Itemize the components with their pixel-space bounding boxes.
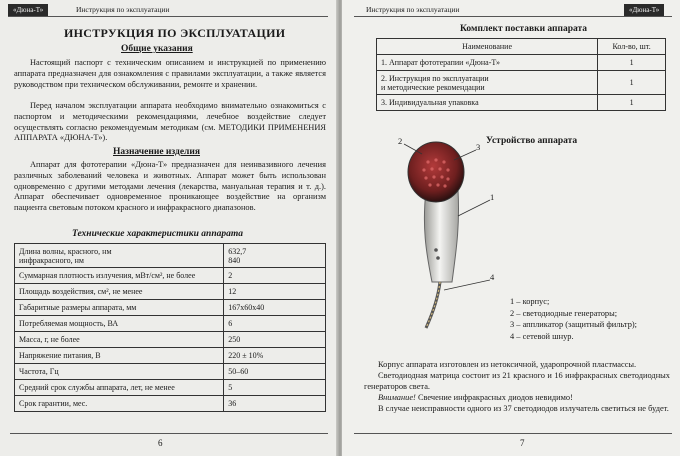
spec-value: 2 — [224, 268, 326, 284]
spec-name: Масса, г, не более — [15, 332, 224, 348]
header-rule — [354, 16, 672, 17]
device-body — [424, 190, 458, 282]
kit-table — [376, 38, 666, 111]
column-header: Наименование — [377, 39, 598, 55]
table-row — [377, 71, 666, 95]
spec-name: Напряжение питания, В — [15, 348, 224, 364]
table-row — [15, 380, 326, 396]
purpose-paragraph: Аппарат для фототерапии «Дюна-Т» предназначен для неинвазивного лечения различных заболеваний человека и животных. Аппарат может быть использован одновременно с другими методами лечения (лекарства, мануальная терапия и т. д.). Аппарат обеспечивает одновременное проникающее воздействие на организм пациента световым потоком красного и инфракрасного диапазонов. — [14, 160, 326, 213]
kit-item-qty: 1 — [598, 95, 666, 111]
spec-name: Длина волны, красного, нм инфракрасного, нм — [15, 244, 224, 268]
attention-text: Свечение инфракрасных диодов невидимо! — [415, 393, 573, 402]
legend-item: 3 – аппликатор (защитный фильтр); — [510, 320, 637, 329]
callout-number: 1 — [490, 192, 495, 202]
legend-item: 4 – сетевой шнур. — [510, 331, 574, 341]
left-page — [0, 0, 338, 456]
device-legend — [510, 296, 637, 342]
power-cord — [426, 282, 440, 328]
table-row — [15, 348, 326, 364]
body-paragraph-1: Корпус аппарата изготовлен из нетоксичной, ударопрочной пластмассы. — [378, 360, 637, 369]
left-page-header — [8, 4, 328, 16]
table-row — [377, 95, 666, 111]
table-header-row — [377, 39, 666, 55]
kit-heading: Комплект поставки аппарата — [460, 24, 588, 34]
header-title: Инструкция по эксплуатации — [366, 5, 460, 14]
callout-number: 2 — [398, 136, 403, 146]
kit-item-name: 2. Инструкция по эксплуатации и методические рекомендации — [377, 71, 598, 95]
table-row — [15, 396, 326, 412]
indicator-dot-icon — [436, 256, 440, 260]
spec-value: 50–60 — [224, 364, 326, 380]
table-row — [15, 364, 326, 380]
device-heading: Устройство аппарата — [486, 136, 578, 146]
callout-number: 3 — [476, 142, 481, 152]
table-row — [15, 284, 326, 300]
indicator-dot-icon — [434, 248, 438, 252]
footer-rule — [10, 433, 328, 434]
table-row — [15, 332, 326, 348]
table-row — [15, 268, 326, 284]
right-page-header — [354, 4, 672, 16]
general-paragraph-1: Настоящий паспорт с техническим описанием и инструкцией по применению аппарата предназначен для ознакомления с правилами эксплуатации, а также является руководством при техническом обслуживании, ремонте и хранении. — [14, 58, 326, 89]
header-title: Инструкция по эксплуатации — [76, 5, 170, 14]
body-paragraph-3: В случае неисправности одного из 37 светодиодов излучатель светиться не будет. — [378, 404, 669, 413]
spec-value: 36 — [224, 396, 326, 412]
specs-table — [14, 243, 326, 412]
spec-value: 6 — [224, 316, 326, 332]
device-illustration — [382, 132, 502, 332]
footer-rule — [354, 433, 672, 434]
attention-paragraph — [364, 393, 670, 404]
spec-name: Площадь воздействия, см², не менее — [15, 284, 224, 300]
header-rule — [8, 16, 328, 17]
spec-name: Срок гарантии, мес. — [15, 396, 224, 412]
spec-value: 250 — [224, 332, 326, 348]
specs-heading: Технические характеристики аппарата — [72, 229, 243, 239]
spec-value: 632,7 840 — [224, 244, 326, 268]
header-brand-tag: «Дюна-Т» — [624, 4, 664, 16]
page-number: 7 — [520, 438, 525, 448]
page-number: 6 — [158, 438, 163, 448]
column-header: Кол-во, шт. — [598, 39, 666, 55]
spec-value: 167x60x40 — [224, 300, 326, 316]
table-row — [15, 244, 326, 268]
spec-value: 12 — [224, 284, 326, 300]
spec-value: 220 ± 10% — [224, 348, 326, 364]
kit-item-name: 1. Аппарат фототерапии «Дюна-Т» — [377, 55, 598, 71]
kit-item-name: 3. Индивидуальная упаковка — [377, 95, 598, 111]
attention-label: Внимание! — [378, 393, 416, 402]
general-heading: Общие указания — [121, 44, 193, 54]
general-paragraph-2: Перед началом эксплуатации аппарата необходимо внимательно ознакомиться с паспортом и методическими рекомендациями, лечебное воздействие следует осуществлять согласно рекомендуемым методикам (см. МЕТОДИКИ ПРИМЕНЕНИЯ АППАРАТА «ДЮНА-Т»). — [14, 101, 326, 143]
right-page — [342, 0, 680, 456]
table-row — [15, 300, 326, 316]
page-title: ИНСТРУКЦИЯ ПО ЭКСПЛУАТАЦИИ — [64, 26, 286, 40]
header-brand-tag: «Дюна-Т» — [8, 4, 48, 16]
spec-name: Потребляемая мощность, ВА — [15, 316, 224, 332]
legend-item: 2 – светодиодные генераторы; — [510, 308, 618, 318]
table-row — [377, 55, 666, 71]
kit-item-qty: 1 — [598, 55, 666, 71]
callout-line-1 — [458, 200, 490, 216]
kit-item-qty: 1 — [598, 71, 666, 95]
spec-name: Частота, Гц — [15, 364, 224, 380]
callout-number: 4 — [490, 272, 495, 282]
body-paragraph-2: Светодиодная матрица состоит из 21 красного и 16 инфракрасных светодиодных генераторов света. — [364, 371, 670, 391]
spec-name: Габаритные размеры аппарата, мм — [15, 300, 224, 316]
spec-name: Средний срок службы аппарата, лет, не менее — [15, 380, 224, 396]
purpose-heading: Назначение изделия — [113, 147, 200, 157]
legend-item: 1 – корпус; — [510, 297, 550, 306]
table-row — [15, 316, 326, 332]
spec-value: 5 — [224, 380, 326, 396]
spec-name: Суммарная плотность излучения, мВт/см², не более — [15, 268, 224, 284]
